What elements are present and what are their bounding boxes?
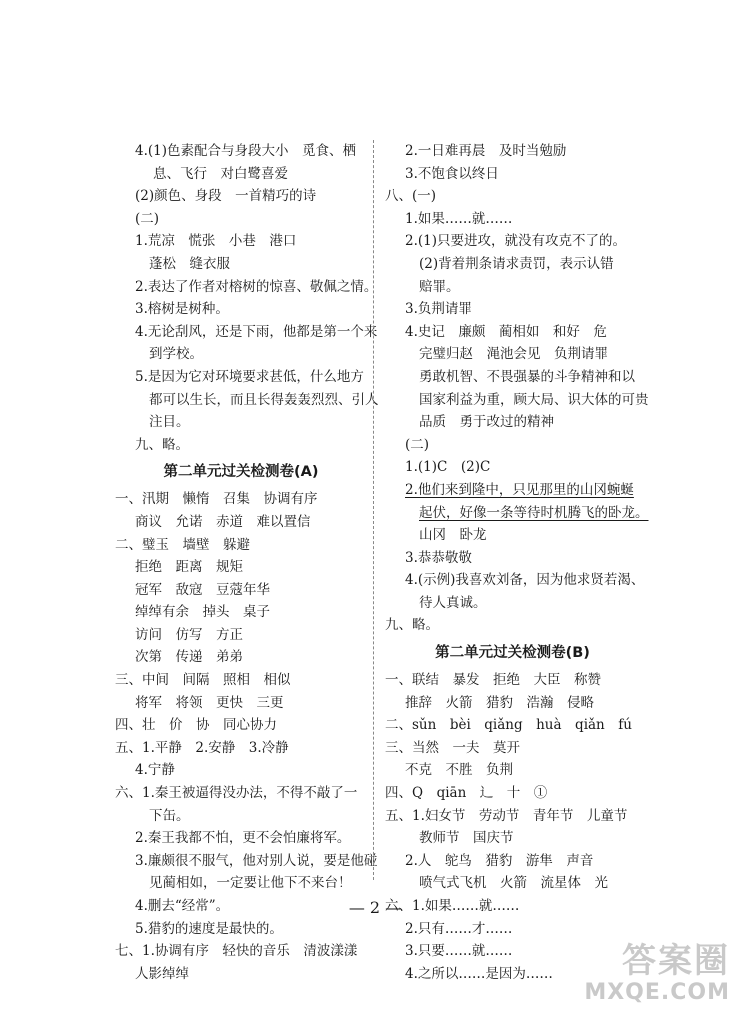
answer-line: 五、1.平静 2.安静 3.冷静	[115, 739, 289, 756]
answer-line: 起伏，好像一条等待时机腾飞的卧龙。	[419, 504, 649, 521]
answer-line: 喷气式飞机 火箭 流星体 光	[419, 875, 608, 892]
watermark-logo-text: 答案圈	[622, 941, 730, 981]
answer-line: 访问 仿写 方正	[135, 626, 243, 643]
answer-line: 不克 不胜 负荆	[405, 762, 513, 779]
answer-line: 九、略。	[135, 436, 189, 453]
answer-line: 1.(1)C (2)C	[405, 459, 491, 476]
answer-line: (二)	[135, 210, 160, 227]
answer-line: 三、当然 一夫 莫开	[385, 739, 520, 756]
answer-line: 六、1.如果……就……	[385, 898, 520, 914]
answer-line: 到学校。	[149, 346, 203, 363]
answer-line: 3.负荆请罪	[405, 301, 472, 318]
answer-line: 三、中间 间隔 照相 相似	[115, 672, 291, 689]
answer-line: 4.(1)色素配合与身段大小 觅食、栖	[135, 143, 357, 159]
answer-line: 3.不饱食以终日	[405, 165, 499, 182]
answer-line: 教师节 国庆节	[419, 830, 514, 847]
answer-line: 见蔺相如，一定要让他下不来台！	[149, 875, 352, 892]
answer-line: 4.之所以……是因为……	[405, 965, 553, 982]
section-heading: 第二单元过关检测卷(A)	[163, 464, 319, 481]
answer-line: 3.恭恭敬敬	[405, 549, 472, 566]
answer-line: 2.一日难再晨 及时当勉励	[405, 143, 567, 159]
answer-line: (2)背着荆条请求责罚，表示认错	[419, 255, 614, 272]
answer-line: 5.猎豹的速度是最快的。	[135, 920, 283, 937]
answer-line: 一、汛期 懒惰 召集 协调有序	[115, 491, 318, 508]
answer-line: 2.表达了作者对榕树的惊喜、敬佩之情。	[135, 278, 378, 295]
answer-line: 九、略。	[385, 617, 439, 634]
answer-line: 2.只有……才……	[405, 920, 513, 937]
answer-line: 蓬松 缝衣服	[149, 255, 230, 272]
answer-line: 2.(1)只要进攻，就没有攻克不了的。	[405, 233, 627, 250]
answer-line: 赔罪。	[419, 278, 460, 295]
answer-line: 冠军 敌寇 豆蔻年华	[135, 581, 270, 598]
left-answer-column	[115, 140, 379, 985]
answer-line: 次第 传递 弟弟	[135, 649, 243, 666]
answer-line: 4.宁静	[135, 762, 175, 779]
column-divider	[373, 140, 374, 880]
watermark-url: MXQE.COM	[584, 980, 730, 1005]
answer-line: 4.史记 廉颇 蔺相如 和好 危	[405, 323, 607, 340]
answer-line: 注目。	[149, 414, 190, 431]
answer-line: 5.是因为它对环境要求甚低，什么地方	[135, 368, 364, 385]
answer-line: 1.如果……就……	[405, 210, 513, 227]
answer-line: 品质 勇于改过的精神	[419, 414, 554, 431]
answer-line: 2.人 鸵鸟 猎豹 游隼 声音	[405, 852, 594, 869]
answer-line: 二、璧玉 墙壁 躲避	[115, 536, 250, 553]
answer-line: 4.删去“经常”。	[135, 898, 230, 914]
answer-line: 人影绰绰	[135, 965, 189, 982]
answer-line: 4.(示例)我喜欢刘备，因为他求贤若渴、	[405, 572, 645, 589]
answer-line: 国家利益为重，顾大局、识大体的可贵	[419, 391, 649, 408]
answer-line: 3.榕树是树种。	[135, 301, 229, 318]
answer-line: 商议 允诺 赤道 难以置信	[135, 513, 311, 530]
answer-line: 五、1.妇女节 劳动节 青年节 儿童节	[385, 807, 628, 824]
site-watermark	[584, 942, 730, 1005]
answer-line: 八、(一)	[385, 188, 437, 205]
answer-line: 4.无论刮风，还是下雨，他都是第一个来	[135, 323, 378, 340]
answer-line: (二)	[405, 436, 430, 453]
answer-line: 山冈 卧龙	[419, 527, 487, 544]
answer-line: 二、sǔn bèi qiǎng huà qiǎn fú	[385, 717, 632, 734]
answer-line: 四、壮 价 协 同心协力	[115, 717, 277, 734]
answer-line: 3.只要……就……	[405, 943, 513, 960]
answer-line: 完璧归赵 渑池会见 负荆请罪	[419, 346, 608, 363]
answer-line: 待人真诚。	[419, 594, 487, 611]
answer-line: 绰绰有余 掉头 桌子	[135, 604, 270, 621]
answer-line: 2.秦王我都不怕，更不会怕廉将军。	[135, 830, 351, 847]
answer-line: 息、飞行 对白鹭喜爱	[153, 165, 288, 182]
answer-line: 2.他们来到隆中，只见那里的山冈蜿蜒	[405, 481, 634, 498]
answer-line: 都可以生长，而且长得轰轰烈烈、引人	[149, 391, 379, 408]
answer-line: 3.廉颇很不服气，他对别人说，要是他碰	[135, 852, 378, 869]
answer-line: 拒绝 距离 规矩	[135, 559, 243, 576]
answer-line: 七、1.协调有序 轻快的音乐 清波漾漾	[115, 943, 358, 960]
page-number: — 2 —	[348, 898, 402, 917]
answer-line: 勇敢机智、不畏强暴的斗争精神和以	[419, 368, 635, 385]
answer-line: 四、Q qiān 辶 十 ①	[385, 785, 548, 802]
section-heading: 第二单元过关检测卷(B)	[435, 645, 590, 662]
answer-line: 六、1.秦王被逼得没办法，不得不敲了一	[115, 785, 358, 802]
answer-line: 下缶。	[149, 807, 190, 824]
answer-line: 一、联结 暴发 拒绝 大臣 称赞	[385, 672, 601, 689]
answer-line: 推辞 火箭 猎豹 浩瀚 侵略	[405, 694, 594, 711]
answer-line: (2)颜色、身段 一首精巧的诗	[135, 188, 317, 205]
right-answer-column	[385, 140, 649, 985]
answer-line: 将军 将领 更快 三更	[135, 694, 284, 711]
answer-line: 1.荒凉 慌张 小巷 港口	[135, 233, 297, 250]
